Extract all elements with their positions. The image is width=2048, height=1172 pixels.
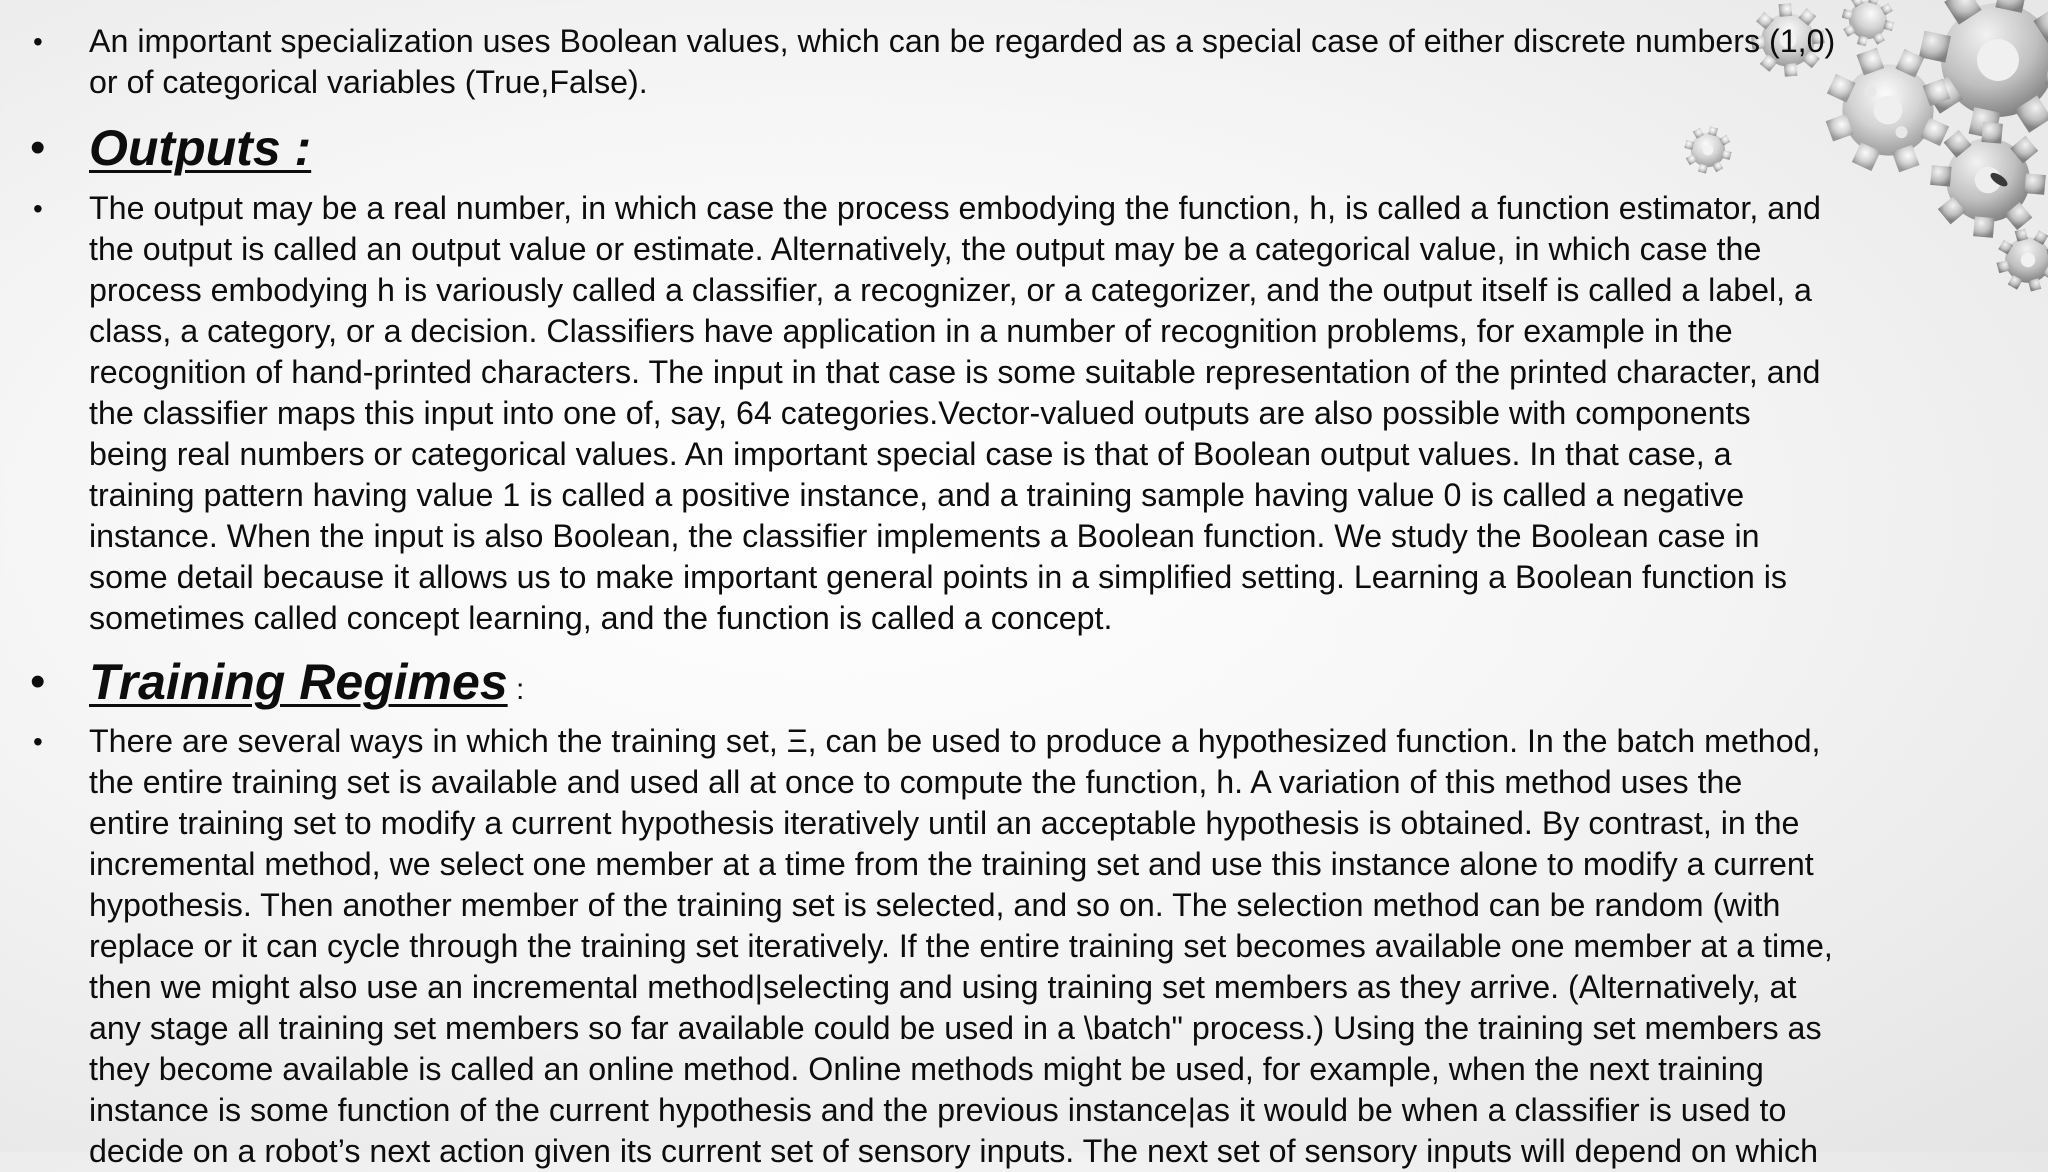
paragraph-line: training pattern having value 1 is called a positive instance, and a training sample having value 0 is called a negative [89, 477, 1745, 513]
paragraph-line: some detail because it allows us to make important general points in a simplified setting. Learning a Boolean function is [89, 559, 1787, 595]
paragraph-line: entire training set to modify a current hypothesis iteratively until an acceptable hypothesis is obtained. By contrast, in the [89, 805, 1800, 841]
paragraph-line: or of categorical variables (True,False). [89, 64, 648, 100]
intro-paragraph [89, 21, 1989, 103]
bullet-marker: • [33, 726, 43, 757]
paragraph-line: process embodying h is variously called a classifier, a recognizer, or a categorizer, and the output itself is called a label, a [89, 272, 1812, 308]
paragraph-line: the output is called an output value or estimate. Alternatively, the output may be a categorical value, in which case the [89, 231, 1762, 267]
paragraph-line: decide on a robot’s next action given its current set of sensory inputs. The next set of sensory inputs will depend on which [89, 1133, 1818, 1169]
paragraph-line: replace or it can cycle through the training set iteratively. If the entire training set becomes available one member at a time, [89, 928, 1833, 964]
paragraph-line: then we might also use an incremental method|selecting and using training set members as they arrive. (Alternatively, at [89, 969, 1797, 1005]
heading-title: Training Regimes [89, 654, 508, 710]
paragraph-line: hypothesis. Then another member of the training set is selected, and so on. The selection method can be random (with [89, 887, 1781, 923]
training-paragraph [89, 721, 1989, 1172]
section-heading-training-regimes [89, 652, 524, 725]
bullet-marker: • [30, 657, 46, 706]
paragraph-line: instance is some function of the current hypothesis and the previous instance|as it would be when a classifier is used to [89, 1092, 1787, 1128]
paragraph-line: they become available is called an online method. Online methods might be used, for example, when the next training [89, 1051, 1764, 1087]
paragraph-line: being real numbers or categorical values. An important special case is that of Boolean output values. In that case, a [89, 436, 1732, 472]
paragraph-line: There are several ways in which the training set, Ξ, can be used to produce a hypothesized function. In the batch method, [89, 723, 1821, 759]
paragraph-line: incremental method, we select one member at a time from the training set and use this instance alone to modify a current [89, 846, 1814, 882]
paragraph-line: the entire training set is available and used all at once to compute the function, h. A variation of this method uses the [89, 764, 1743, 800]
paragraph-line: instance. When the input is also Boolean, the classifier implements a Boolean function. We study the Boolean case in [89, 518, 1760, 554]
paragraph-line: sometimes called concept learning, and the function is called a concept. [89, 600, 1113, 636]
bullet-marker: • [30, 123, 46, 172]
paragraph-line: recognition of hand-printed characters. The input in that case is some suitable representation of the printed character, and [89, 354, 1821, 390]
heading-title: Outputs : [89, 120, 312, 176]
bullet-marker: • [33, 193, 43, 224]
paragraph-line: the classifier maps this input into one of, say, 64 categories.Vector-valued outputs are also possible with components [89, 395, 1751, 431]
paragraph-line: An important specialization uses Boolean values, which can be regarded as a special case of either discrete numbers (1,0) [89, 23, 1836, 59]
paragraph-line: The output may be a real number, in which case the process embodying the function, h, is called a function estimator, and [89, 190, 1821, 226]
paragraph-line: any stage all training set members so far available could be used in a \batch" process.) Using the training set members as [89, 1010, 1822, 1046]
heading-suffix: : [507, 673, 525, 706]
paragraph-line: class, a category, or a decision. Classifiers have application in a number of recognition problems, for example in the [89, 313, 1733, 349]
outputs-paragraph [89, 188, 1989, 639]
bullet-marker: • [33, 26, 43, 57]
section-heading-outputs [89, 118, 311, 191]
